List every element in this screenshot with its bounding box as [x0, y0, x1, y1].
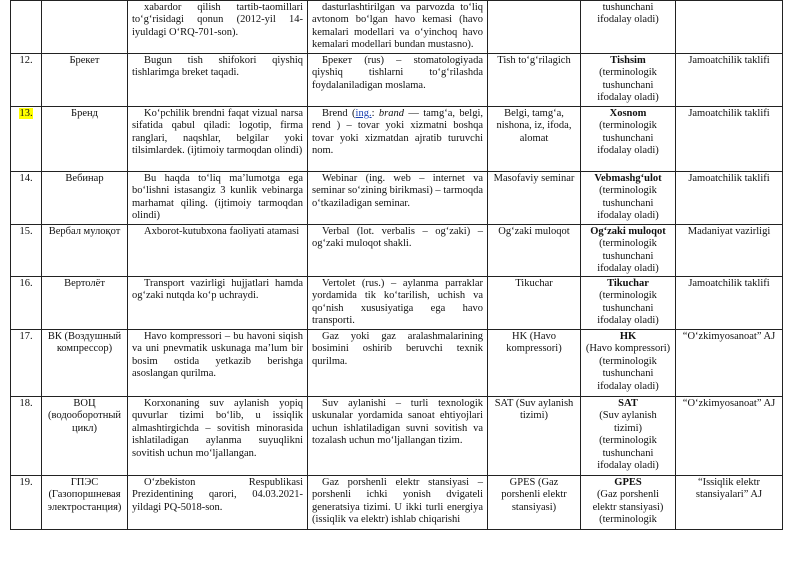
source-cell: “O‘zkimyosanoat” AJ [676, 397, 783, 476]
term-cell: Вебинар [42, 172, 128, 225]
approved-cell [581, 476, 676, 530]
table-row [11, 277, 783, 330]
approved-note: (Havo kompressori) (terminologik tushunchani ifodalay oladi) [585, 343, 671, 392]
approved-cell [581, 277, 676, 330]
highlighted-row-number: 13. [19, 108, 33, 119]
row-number: 14. [11, 172, 42, 225]
approved-term: HK [619, 331, 637, 342]
definition-cell: Gaz yoki gaz aralashmalarining bosimini oshirib beruvchi texnik qurilma. [308, 330, 488, 397]
approved-term: Vebmashg‘ulot [594, 173, 662, 184]
approved-term: GPES [614, 477, 642, 488]
row-number: 18. [11, 397, 42, 476]
approved-cell [581, 54, 676, 107]
source-cell: Jamoatchilik taklifi [676, 277, 783, 330]
approved-cell [581, 1, 676, 54]
approved-cell [581, 225, 676, 277]
term-cell: Брекет [42, 54, 128, 107]
approved-term: Xosnom [609, 108, 647, 119]
proposed-cell: Tikuchar [488, 277, 581, 330]
definition-colon: : [371, 108, 379, 119]
source-cell: “Issiqlik elektr stansiyalari” AJ [676, 476, 783, 530]
table-row [11, 397, 783, 476]
approved-note: (terminologik tushunchani ifodalay oladi) [597, 185, 659, 222]
row-number: 15. [11, 225, 42, 277]
proposed-cell: SAT (Suv aylanish tizimi) [488, 397, 581, 476]
approved-term: Tishsim [610, 55, 646, 66]
ing-link[interactable]: ing. [355, 108, 372, 119]
row-number [11, 107, 42, 172]
approved-term: SAT [618, 398, 638, 409]
proposed-cell: GPES (Gaz porshenli elektr stansiyasi) [488, 476, 581, 530]
source-cell [676, 1, 783, 54]
definition-cell: Verbal (lot. verbalis – og‘zaki) – og‘zaki muloqot shakli. [308, 225, 488, 277]
approved-note: (Gaz porshenli elektr stansiyasi) (terminologik [592, 489, 664, 526]
proposed-cell: Masofaviy seminar [488, 172, 581, 225]
example-cell: Bu haqda to‘liq ma’lumotga ega bo‘lishni istasangiz 3 kunlik vebinarga marhamat qiling. (ijtimoiy tarmoqdan olindi) [128, 172, 308, 225]
term-cell: Вертолёт [42, 277, 128, 330]
proposed-cell [488, 1, 581, 54]
term-cell [42, 1, 128, 54]
source-cell: “O‘zkimyosanoat” AJ [676, 330, 783, 397]
approved-note: (terminologik tushunchani ifodalay oladi) [597, 238, 659, 275]
definition-cell: dasturlashtirilgan va parvozda to‘liq avtonom bo‘lgan havo kemasi (havo kemalari modellari va o‘yinchoq havo kemalari modellari bundan mustasno). [308, 1, 488, 54]
definition-cell: Брекет (rus) – stomatologiyada qiyshiq tishlarni to‘g‘rilashda foydalaniladigan moslama. [308, 54, 488, 107]
approved-term: Tikuchar [607, 278, 649, 289]
term-cell: ВК (Воздушный компрессор) [42, 330, 128, 397]
proposed-cell: Og‘zaki muloqot [488, 225, 581, 277]
approved-cell [581, 172, 676, 225]
definition-text-start: Brend ( [322, 108, 356, 119]
row-number: 16. [11, 277, 42, 330]
example-cell: Axborot-kutubxona faoliyati atamasi [128, 225, 308, 277]
definition-cell: Gaz porshenli elektr stansiyasi – porshenli ichki yonish dvigateli generatsiya tizimi. U ikki turli energiya (issiqlik va elektr) ishlab chiqarishi [308, 476, 488, 530]
source-cell: Madaniyat vazirligi [676, 225, 783, 277]
approved-note: (terminologik tushunchani ifodalay oladi) [597, 120, 659, 157]
term-cell: Бренд [42, 107, 128, 172]
approved-note: (terminologik tushunchani ifodalay oladi) [597, 67, 659, 104]
example-cell: Bugun tish shifokori qiyshiq tishlarimga breket taqadi. [128, 54, 308, 107]
proposed-cell: HK (Havo kompressori) [488, 330, 581, 397]
row-number: 19. [11, 476, 42, 530]
example-cell: O‘zbekiston Respublikasi Prezidentining qarori, 04.03.2021-yildagi PQ-5018-son. [128, 476, 308, 530]
table-row [11, 225, 783, 277]
approved-term: Og‘zaki muloqot [590, 226, 666, 237]
terms-table [10, 0, 783, 530]
table-row [11, 172, 783, 225]
definition-text-end: — tamg‘a, belgi, rend ) – tovar yoki xizmatni boshqa tovar yoki xizmatdan ajratib turuvchi nom. [312, 108, 483, 157]
row-number [11, 1, 42, 54]
approved-note: tushunchani ifodalay oladi) [597, 2, 659, 26]
example-cell: Ko‘pchilik brendni faqat vizual narsa sifatida qabul qiladi: logotip, firma ranglari, naqshlar, belgilar yoki tilsimlardek. (ijtimoiy tarmoqdan olindi) [128, 107, 308, 172]
approved-note: (Suv aylanish tizimi) (terminologik tushunchani ifodalay oladi) [597, 410, 659, 472]
table-row [11, 1, 783, 54]
source-cell: Jamoatchilik taklifi [676, 54, 783, 107]
definition-cell: Vertolet (rus.) – aylanma parraklar yordamida tik ko‘tarilish, uchish va qo‘nish xususiyatiga ega havo transporti. [308, 277, 488, 330]
source-cell: Jamoatchilik taklifi [676, 107, 783, 172]
proposed-cell: Belgi, tamg‘a, nishona, iz, ifoda, alomat [488, 107, 581, 172]
definition-cell [308, 107, 488, 172]
approved-cell [581, 330, 676, 397]
table-row [11, 330, 783, 397]
approved-cell [581, 107, 676, 172]
term-cell: ВОЦ (водооборотный цикл) [42, 397, 128, 476]
table-row [11, 54, 783, 107]
example-cell: xabardor qilish tartib-taomillari to‘g‘risidagi qonun (2012-yil 14-iyuldagi O‘RQ-701-son). [128, 1, 308, 54]
term-cell: ГПЭС (Газопоршневая электростанция) [42, 476, 128, 530]
example-cell: Havo kompressori – bu havoni siqish va uni pnevmatik uskunaga ma’lum bir bosim ostida yetkazib berishga asoslangan qurilma. [128, 330, 308, 397]
term-cell: Вербал мулоқот [42, 225, 128, 277]
approved-note: (terminologik tushunchani ifodalay oladi) [597, 290, 659, 327]
example-cell: Transport vazirligi hujjatlari hamda og‘zaki nutqda ko‘p uchraydi. [128, 277, 308, 330]
row-number: 12. [11, 54, 42, 107]
example-cell: Korxonaning suv aylanish yopiq quvurlar tizimi bo‘lib, u issiqlik almashtirgichda – sovitish minorasida ishlatiladigan aylanma suyuqlikni sovitish uchun mo‘ljallangan. [128, 397, 308, 476]
source-cell: Jamoatchilik taklifi [676, 172, 783, 225]
approved-cell [581, 397, 676, 476]
definition-cell: Suv aylanishi – turli texnologik uskunalar yordamida sanoat ehtiyojlari uchun ishlatiladigan suvni sovitish va tozalash uchun mo‘ljallangan tizim. [308, 397, 488, 476]
row-number: 17. [11, 330, 42, 397]
definition-cell: Webinar (ing. web – internet va seminar so‘zining birikmasi) – tarmoqda o‘tkaziladigan seminar. [308, 172, 488, 225]
definition-italic-word: brand [378, 108, 404, 119]
table-row [11, 476, 783, 530]
table-row [11, 107, 783, 172]
proposed-cell: Tish to‘g‘rilagich [488, 54, 581, 107]
